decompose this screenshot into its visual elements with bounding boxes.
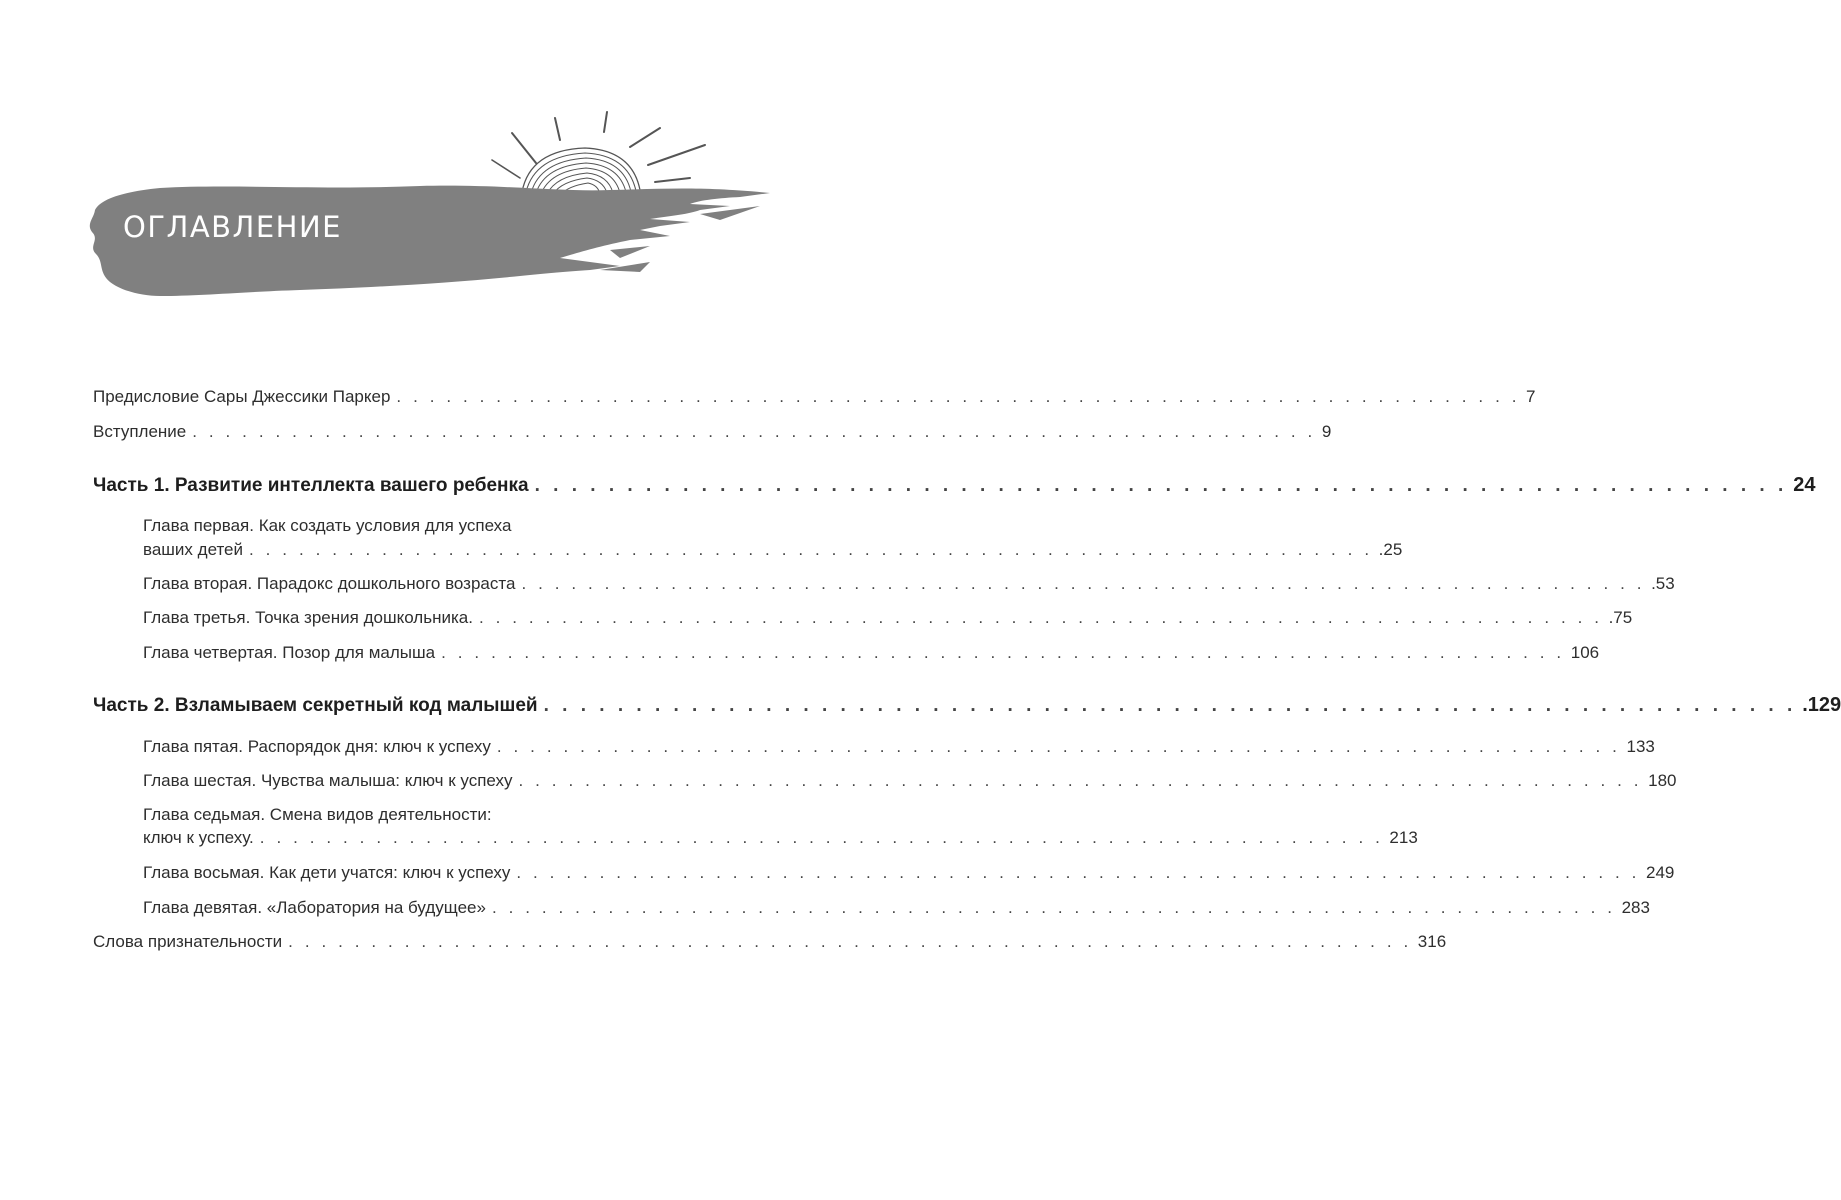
toc-entry-title: Глава четвертая. Позор для малыша xyxy=(143,643,436,662)
toc-chapter-8[interactable] xyxy=(143,862,1675,884)
toc-page-number: .25 xyxy=(1378,540,1403,559)
dot-leader xyxy=(544,695,1797,717)
dot-leader xyxy=(521,573,1645,595)
dot-leader xyxy=(396,386,1520,408)
dot-leader xyxy=(288,931,1412,953)
toc-chapter-title-line: Глава первая. Как создать условия для успеха xyxy=(143,516,512,535)
toc-page-number: 316 xyxy=(1417,932,1447,951)
toc-page-number: 9 xyxy=(1321,422,1332,441)
toc-part-1[interactable] xyxy=(93,474,1816,497)
toc-chapter-2[interactable] xyxy=(143,573,1675,595)
dot-leader xyxy=(441,642,1565,664)
brush-stroke-sun-illustration xyxy=(0,0,819,330)
toc-chapter-5[interactable] xyxy=(143,736,1655,758)
toc-page-number: 180 xyxy=(1648,771,1677,790)
dot-leader xyxy=(260,827,1384,849)
dot-leader xyxy=(497,736,1621,758)
toc-part-2[interactable] xyxy=(93,694,1841,717)
toc-chapter-1[interactable] xyxy=(143,539,1403,561)
dot-leader xyxy=(192,421,1316,443)
toc-part-title: Часть 2. Взламываем секретный код малышей xyxy=(93,695,538,716)
toc-entry-title: Глава девятая. «Лаборатория на будущее» xyxy=(143,898,486,917)
toc-chapter-7[interactable] xyxy=(143,827,1418,849)
toc-chapter-6[interactable] xyxy=(143,770,1677,792)
dot-leader xyxy=(519,770,1643,792)
dot-leader xyxy=(479,607,1603,629)
toc-chapter-9[interactable] xyxy=(143,897,1650,919)
toc-page-number: .75 xyxy=(1608,608,1633,627)
toc-part-title: Часть 1. Развитие интеллекта вашего ребенка xyxy=(93,475,529,496)
toc-entry-title: Предисловие Сары Джессики Паркер xyxy=(93,387,391,406)
toc-entry-title: Глава третья. Точка зрения дошкольника. xyxy=(143,608,473,627)
toc-chapter-4[interactable] xyxy=(143,642,1600,664)
toc-page-number: 7 xyxy=(1526,387,1536,406)
toc-entry-title: Глава вторая. Парадокс дошкольного возраста xyxy=(143,574,516,593)
toc-entry-title: Глава восьмая. Как дети учатся: ключ к успеху xyxy=(143,863,511,882)
toc-page-number: .129 xyxy=(1802,694,1841,716)
toc-page-number: 133 xyxy=(1626,737,1655,756)
toc-entry-title: ключ к успеху. xyxy=(143,828,254,847)
toc-page-number: 24 xyxy=(1793,474,1816,496)
dot-leader xyxy=(249,539,1373,561)
toc-entry-title: Глава шестая. Чувства малыша: ключ к успеху xyxy=(143,771,513,790)
dot-leader xyxy=(516,862,1640,884)
toc-page-number: 106 xyxy=(1570,643,1600,662)
toc-page-number: 213 xyxy=(1389,828,1418,847)
sun-icon xyxy=(492,112,705,195)
toc-entry-acknowledgements[interactable] xyxy=(93,931,1447,953)
toc-page-number: 249 xyxy=(1646,863,1675,882)
toc-chapter-3[interactable] xyxy=(143,607,1633,629)
toc-entry-title: Вступление xyxy=(93,422,187,441)
header-banner xyxy=(0,0,819,330)
page-title: ОГЛАВЛЕНИЕ xyxy=(123,210,343,244)
toc-entry-title: Слова признательности xyxy=(93,932,283,951)
toc-entry-title: Глава пятая. Распорядок дня: ключ к успеху xyxy=(143,737,491,756)
toc-entry-intro[interactable] xyxy=(93,421,1332,443)
toc-chapter-title-line: Глава седьмая. Смена видов деятельности: xyxy=(143,805,492,824)
toc-page-number: .53 xyxy=(1651,574,1675,593)
dot-leader xyxy=(492,897,1616,919)
toc-page-number: 283 xyxy=(1621,898,1650,917)
toc-entry-preface[interactable] xyxy=(93,386,1536,408)
dot-leader xyxy=(535,475,1788,497)
toc-entry-title: ваших детей xyxy=(143,540,244,559)
